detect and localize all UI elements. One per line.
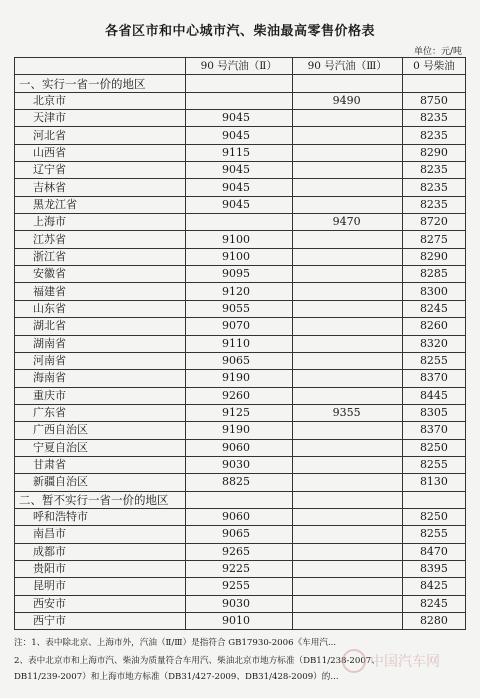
region-name: 甘肃省 xyxy=(15,456,186,473)
table-row xyxy=(15,422,466,439)
region-name: 天津市 xyxy=(15,110,186,127)
header-blank xyxy=(15,58,186,75)
price-gasoline-3 xyxy=(292,578,402,595)
section-title-1: 一、实行一省一价的地区 xyxy=(15,75,186,92)
section-row-1 xyxy=(15,75,466,92)
table-row xyxy=(15,439,466,456)
price-gasoline-3 xyxy=(292,283,402,300)
price-gasoline-3 xyxy=(292,231,402,248)
table-row xyxy=(15,370,466,387)
region-name: 河北省 xyxy=(15,127,186,144)
region-name: 南昌市 xyxy=(15,526,186,543)
price-gasoline-3 xyxy=(292,387,402,404)
region-name: 北京市 xyxy=(15,92,186,109)
table-row xyxy=(15,300,466,317)
region-name: 昆明市 xyxy=(15,578,186,595)
footnote-1: 注：1、表中除北京、上海市外，汽油（Ⅱ/Ⅲ）是指符合 GB17930-2006《车用汽... xyxy=(14,638,337,648)
price-diesel: 8445 xyxy=(402,387,465,404)
price-gasoline-2 xyxy=(186,214,293,231)
price-gasoline-3 xyxy=(292,422,402,439)
price-diesel: 8370 xyxy=(402,370,465,387)
region-name: 广东省 xyxy=(15,404,186,421)
table-row xyxy=(15,196,466,213)
price-diesel: 8280 xyxy=(402,613,465,630)
price-gasoline-3 xyxy=(292,370,402,387)
footnote-2a: 2、表中北京市和上海市汽、柴油为质量符合车用汽、柴油北京市地方标准（DB11/238-2007、 xyxy=(14,656,380,666)
price-gasoline-3: 9470 xyxy=(292,214,402,231)
table-row xyxy=(15,214,466,231)
price-diesel: 8320 xyxy=(402,335,465,352)
table-row xyxy=(15,578,466,595)
price-diesel: 8720 xyxy=(402,214,465,231)
table-row xyxy=(15,318,466,335)
price-diesel: 8255 xyxy=(402,456,465,473)
price-diesel: 8235 xyxy=(402,196,465,213)
table-row xyxy=(15,543,466,560)
document-title: 各省区市和中心城市汽、柴油最高零售价格表 xyxy=(104,24,375,39)
price-gasoline-2: 9100 xyxy=(186,231,293,248)
price-gasoline-2: 9190 xyxy=(186,370,293,387)
region-name: 安徽省 xyxy=(15,266,186,283)
region-name: 河南省 xyxy=(15,352,186,369)
price-diesel: 8275 xyxy=(402,231,465,248)
price-diesel: 8305 xyxy=(402,404,465,421)
table-header-row xyxy=(15,58,466,75)
region-name: 辽宁省 xyxy=(15,162,186,179)
price-diesel: 8255 xyxy=(402,352,465,369)
region-name: 西宁市 xyxy=(15,613,186,630)
price-diesel: 8370 xyxy=(402,422,465,439)
table-row xyxy=(15,456,466,473)
price-diesel: 8395 xyxy=(402,560,465,577)
table-row xyxy=(15,231,466,248)
region-name: 海南省 xyxy=(15,370,186,387)
price-diesel: 8750 xyxy=(402,92,465,109)
price-gasoline-2: 9030 xyxy=(186,456,293,473)
price-diesel: 8235 xyxy=(402,179,465,196)
price-gasoline-2: 9055 xyxy=(186,300,293,317)
price-gasoline-2 xyxy=(186,92,293,109)
table-body xyxy=(15,75,466,630)
table-row xyxy=(15,248,466,265)
price-gasoline-3 xyxy=(292,110,402,127)
region-name: 湖南省 xyxy=(15,335,186,352)
price-gasoline-3 xyxy=(292,196,402,213)
price-diesel: 8235 xyxy=(402,127,465,144)
region-name: 呼和浩特市 xyxy=(15,508,186,525)
table-row xyxy=(15,144,466,161)
region-name: 贵阳市 xyxy=(15,560,186,577)
price-diesel: 8235 xyxy=(402,162,465,179)
price-gasoline-2: 9100 xyxy=(186,248,293,265)
price-diesel: 8300 xyxy=(402,283,465,300)
price-gasoline-3 xyxy=(292,300,402,317)
region-name: 黑龙江省 xyxy=(15,196,186,213)
section-row-2 xyxy=(15,491,466,508)
region-name: 浙江省 xyxy=(15,248,186,265)
table-row xyxy=(15,179,466,196)
price-gasoline-3 xyxy=(292,439,402,456)
price-gasoline-2: 9030 xyxy=(186,595,293,612)
price-gasoline-2: 9255 xyxy=(186,578,293,595)
price-gasoline-2: 9065 xyxy=(186,526,293,543)
price-gasoline-3 xyxy=(292,595,402,612)
table-row xyxy=(15,526,466,543)
header-diesel: 0 号柴油 xyxy=(402,58,465,75)
header-gasoline-2: 90 号汽油（Ⅱ） xyxy=(186,58,293,75)
footnote-2b: DB11/239-2007）和上海市地方标准（DB31/427-2009、DB31/428-2009）的... xyxy=(14,672,339,682)
price-gasoline-3: 9355 xyxy=(292,404,402,421)
price-diesel: 8235 xyxy=(402,110,465,127)
table-row xyxy=(15,613,466,630)
price-gasoline-2: 9120 xyxy=(186,283,293,300)
price-gasoline-3 xyxy=(292,543,402,560)
price-gasoline-2: 9260 xyxy=(186,387,293,404)
price-gasoline-2: 9070 xyxy=(186,318,293,335)
price-gasoline-3 xyxy=(292,266,402,283)
price-gasoline-3 xyxy=(292,318,402,335)
price-diesel: 8250 xyxy=(402,439,465,456)
price-gasoline-3 xyxy=(292,508,402,525)
table-row xyxy=(15,387,466,404)
price-gasoline-2: 9125 xyxy=(186,404,293,421)
price-gasoline-3 xyxy=(292,474,402,491)
price-gasoline-3 xyxy=(292,179,402,196)
price-diesel: 8470 xyxy=(402,543,465,560)
table-row xyxy=(15,335,466,352)
price-gasoline-3 xyxy=(292,248,402,265)
table-row xyxy=(15,92,466,109)
region-name: 广西自治区 xyxy=(15,422,186,439)
price-gasoline-3 xyxy=(292,144,402,161)
price-gasoline-2: 9045 xyxy=(186,196,293,213)
price-diesel: 8245 xyxy=(402,300,465,317)
region-name: 江苏省 xyxy=(15,231,186,248)
price-diesel: 8260 xyxy=(402,318,465,335)
region-name: 湖北省 xyxy=(15,318,186,335)
table-row xyxy=(15,404,466,421)
table-row xyxy=(15,560,466,577)
table-row xyxy=(15,508,466,525)
price-diesel: 8245 xyxy=(402,595,465,612)
unit-label: 单位：元/吨 xyxy=(413,47,462,57)
watermark-text: 中国汽车网 xyxy=(370,654,440,670)
price-gasoline-2: 9060 xyxy=(186,508,293,525)
price-gasoline-3 xyxy=(292,162,402,179)
table-row xyxy=(15,595,466,612)
region-name: 成都市 xyxy=(15,543,186,560)
region-name: 重庆市 xyxy=(15,387,186,404)
price-gasoline-3 xyxy=(292,335,402,352)
price-gasoline-2: 9110 xyxy=(186,335,293,352)
price-gasoline-2: 9045 xyxy=(186,110,293,127)
price-gasoline-3: 9490 xyxy=(292,92,402,109)
price-diesel: 8285 xyxy=(402,266,465,283)
region-name: 山西省 xyxy=(15,144,186,161)
section-title-2: 二、暂不实行一省一价的地区 xyxy=(15,491,186,508)
price-gasoline-3 xyxy=(292,352,402,369)
price-diesel: 8290 xyxy=(402,248,465,265)
price-gasoline-2: 9265 xyxy=(186,543,293,560)
price-gasoline-2: 9095 xyxy=(186,266,293,283)
price-gasoline-3 xyxy=(292,526,402,543)
price-diesel: 8250 xyxy=(402,508,465,525)
table-row xyxy=(15,127,466,144)
region-name: 西安市 xyxy=(15,595,186,612)
watermark-logo xyxy=(340,646,470,676)
price-diesel: 8255 xyxy=(402,526,465,543)
price-gasoline-2: 9225 xyxy=(186,560,293,577)
region-name: 山东省 xyxy=(15,300,186,317)
price-gasoline-2: 8825 xyxy=(186,474,293,491)
table-row xyxy=(15,283,466,300)
region-name: 新疆自治区 xyxy=(15,474,186,491)
price-gasoline-3 xyxy=(292,560,402,577)
table-row xyxy=(15,162,466,179)
table-row xyxy=(15,266,466,283)
price-gasoline-2: 9045 xyxy=(186,127,293,144)
price-gasoline-2: 9060 xyxy=(186,439,293,456)
price-gasoline-2: 9045 xyxy=(186,162,293,179)
price-gasoline-2: 9190 xyxy=(186,422,293,439)
price-table xyxy=(14,57,466,630)
table-row xyxy=(15,352,466,369)
price-gasoline-2: 9065 xyxy=(186,352,293,369)
region-name: 福建省 xyxy=(15,283,186,300)
price-diesel: 8290 xyxy=(402,144,465,161)
region-name: 上海市 xyxy=(15,214,186,231)
price-gasoline-3 xyxy=(292,613,402,630)
region-name: 宁夏自治区 xyxy=(15,439,186,456)
price-diesel: 8425 xyxy=(402,578,465,595)
price-gasoline-2: 9115 xyxy=(186,144,293,161)
price-gasoline-2: 9010 xyxy=(186,613,293,630)
header-gasoline-3: 90 号汽油（Ⅲ） xyxy=(292,58,402,75)
table-row xyxy=(15,474,466,491)
price-gasoline-2: 9045 xyxy=(186,179,293,196)
region-name: 吉林省 xyxy=(15,179,186,196)
price-gasoline-3 xyxy=(292,127,402,144)
price-gasoline-3 xyxy=(292,456,402,473)
price-diesel: 8130 xyxy=(402,474,465,491)
table-row xyxy=(15,110,466,127)
